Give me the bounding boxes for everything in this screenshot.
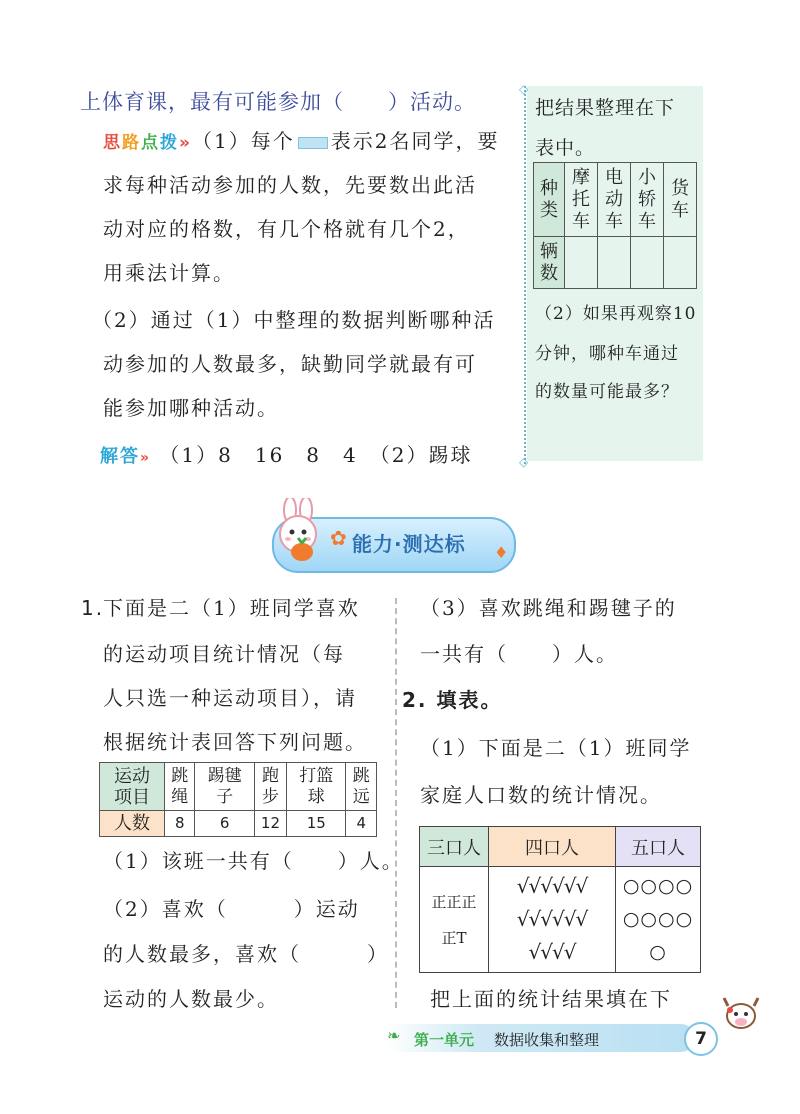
side-q2-line-2: 分钟，哪种车通过 [535,344,679,364]
sports-header-count: 人数 [100,811,165,837]
household-header-5: 五口人 [616,827,701,867]
household-header-4: 四口人 [489,827,616,867]
hint-text: （1）每个 [191,129,295,153]
q1-line-4: 根据统计表回答下列问题。 [103,730,367,754]
sports-count: 6 [195,811,254,837]
sprout-icon: ✿ [330,526,347,550]
footer-topic: 数据收集和整理 [494,1031,600,1049]
q2-line-2: 家庭人口数的统计情况。 [420,783,662,807]
side-divider [524,86,528,464]
vehicle-col: 摩托车 [565,163,598,237]
household-header-3: 三口人 [420,827,489,867]
q1-sub2-a: （2）喜欢（ ）运动 [103,897,360,921]
q1-line-3: 人只选一种运动项目），请 [103,686,357,710]
vehicle-count-cell[interactable] [664,237,697,289]
vehicle-count-cell[interactable] [598,237,631,289]
side-q2-line-3: 的数量可能最多？ [535,382,679,402]
hint-line-6: 动参加的人数最多，缺勤同学就最有可 [103,352,477,376]
vehicle-count-cell[interactable] [565,237,598,289]
hint-line-4: 用乘法计算。 [103,261,235,285]
cow-mascot-icon [718,990,764,1036]
q1-sub3-b: 一共有（ ）人。 [420,642,618,666]
answer-text: （1）8 16 8 4 （2）踢球 [159,443,473,467]
q1-sub2-b: 的人数最多，喜欢（ ） [103,942,389,966]
sports-count: 12 [254,811,286,837]
side-line-2: 表中。 [535,137,596,159]
q1-sub1: （1）该班一共有（ ）人。 [103,849,404,873]
q2-title: 2. 填表。 [402,688,503,712]
q2-line-1: （1）下面是二（1）班同学 [420,736,692,760]
hint-line-5: （2）通过（1）中整理的数据判断哪种活 [92,308,496,332]
footer-unit: 第一单元 [414,1031,475,1049]
q1-number: 1. [81,596,105,620]
column-divider [395,598,397,1008]
hint-line-7: 能参加哪种活动。 [103,396,279,420]
sports-item: 跑步 [254,763,286,811]
sports-count: 4 [346,811,377,837]
sports-header-item: 运动项目 [100,763,165,811]
household-circles-5: ○○○○ ○○○○ ○ [616,867,701,973]
vehicle-count-header: 辆数 [534,237,565,289]
sports-item: 打篮球 [287,763,346,811]
bunny-mascot-icon [268,498,332,562]
answer-label: 解答» [100,446,152,467]
q1-line-2: 的运动项目统计情况（每 [103,642,345,666]
answer-line [100,433,472,480]
vehicle-col: 小轿车 [631,163,664,237]
vehicle-table [533,162,697,289]
hint-line-3: 动对应的格数，有几个格就有几个2， [103,217,470,241]
carrot-icon: ♦ [494,543,509,562]
q1-sub3-a: （3）喜欢跳绳和踢毽子的 [420,596,677,620]
hint-line-1 [103,119,499,165]
grid-square-icon [298,137,328,149]
vehicle-col: 货车 [664,163,697,237]
banner-title: 能力·测达标 [352,532,466,556]
sports-table [99,762,377,837]
page-number: 7 [684,1022,718,1056]
example-question: 上体育课，最有可能参加（ ）活动。 [80,90,476,114]
q1-sub2-c: 运动的人数最少。 [103,987,279,1011]
side-q2-line-1: （2）如果再观察10 [535,304,697,324]
vehicle-col: 电动车 [598,163,631,237]
divider-cap-bottom: ◇ [519,455,529,469]
household-ticks-4: √√√√√√ √√√√√√ √√√√ [489,867,616,973]
sports-count: 8 [165,811,195,837]
vehicle-count-cell[interactable] [631,237,664,289]
vehicle-type-header: 种类 [534,163,565,237]
leaf-icon: ❧ [387,1026,401,1045]
sports-item: 跳绳 [165,763,195,811]
household-table [419,826,701,973]
hint-label: 思路点拨» [103,133,192,153]
hint-text: 表示2名同学，要 [330,129,500,153]
sports-item: 跳远 [346,763,377,811]
sports-count: 15 [287,811,346,837]
side-line-1: 把结果整理在下 [535,97,676,119]
sports-item: 踢毽子 [195,763,254,811]
household-tally-3: 正正正 正T [420,867,489,973]
q1-line-1: 下面是二（1）班同学喜欢 [103,596,360,620]
hint-line-2: 求每种活动参加的人数，先要数出此活 [103,173,477,197]
q2-tail: 把上面的统计结果填在下 [430,987,672,1011]
divider-cap-top: ◇ [519,82,529,96]
